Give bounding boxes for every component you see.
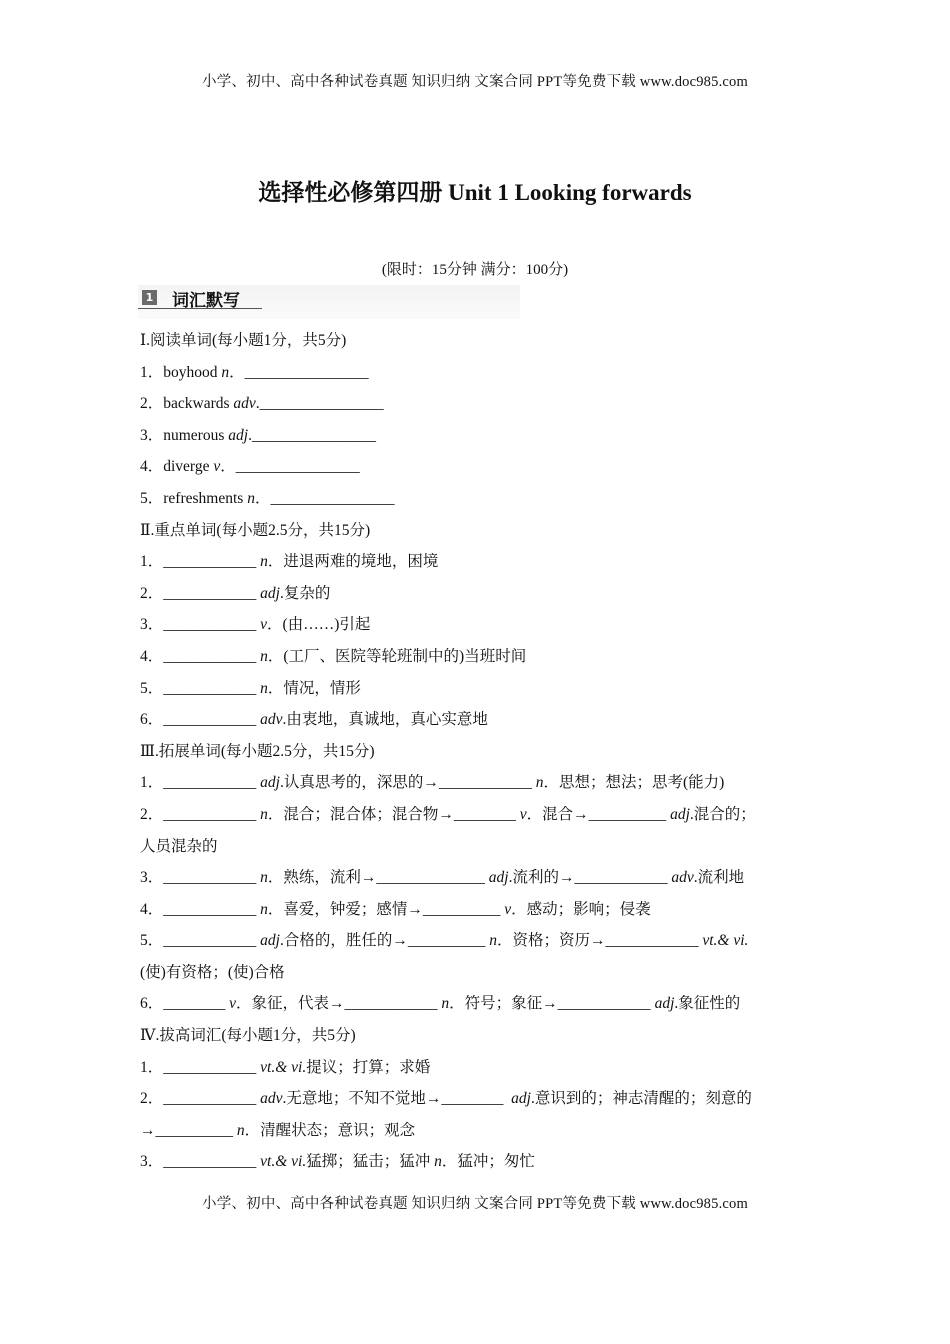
line-text: .________________ [248,426,376,444]
part-of-speech: adj [260,932,280,950]
section-banner [138,285,520,319]
exercise-line [140,362,820,394]
part-of-speech: n [247,489,255,507]
line-text: ．混合；混合体；混合物→________ [267,805,520,823]
part-of-speech: vt.& vi. [260,1058,307,1076]
part-of-speech: adv [260,711,283,729]
line-text: 2．____________ [140,1090,261,1108]
exercise-body [140,330,820,1183]
section-number-icon: 1 [142,290,157,305]
exercise-line [140,709,820,741]
part-of-speech: adj [670,805,690,823]
line-text: ．感动；影响；侵袭 [511,900,651,918]
part-of-speech: n [489,932,497,950]
part-of-speech: n [535,774,544,792]
exercise-line [140,930,820,962]
line-text: .复杂的 [279,584,331,602]
part-of-speech: adj [488,869,509,887]
line-text: (使)有资格；(使)合格 [140,963,285,981]
section-label: 词汇默写 [172,291,240,311]
line-text: ．思想；想法；思考(能力) [543,774,725,792]
part-of-speech: v [260,616,268,634]
part-of-speech: adv [671,869,694,887]
exercise-line [140,772,820,804]
line-text: 人员混杂的 [140,837,218,855]
line-text: ．猛冲；匆忙 [441,1153,535,1171]
exercise-line [140,330,820,362]
part-of-speech: vt.& vi. [260,1153,307,1171]
exercise-line [140,1088,820,1120]
line-text: 3．____________ [140,616,261,634]
line-text: .无意地；不知不觉地→________ [282,1090,512,1108]
section-underline [138,308,262,309]
exercise-line [140,425,820,457]
part-of-speech: n [260,647,268,665]
line-text: .流利地 [693,869,745,887]
line-text: .________________ [255,395,384,413]
line-text: ．(由……)引起 [267,616,371,634]
part-of-speech: n [221,363,230,381]
line-text: ．混合→__________ [526,805,671,823]
line-text: .混合的； [689,805,756,823]
line-text: 2．____________ [140,584,261,602]
part-of-speech: adj [260,774,280,792]
part-of-speech: v [229,995,237,1013]
exercise-line [140,551,820,583]
part-of-speech: v [504,900,512,918]
line-text: Ⅱ.重点单词(每小题2.5分，共15分) [140,521,371,539]
line-text: Ⅰ.阅读单词(每小题1分，共5分) [140,332,347,349]
line-text: .认真思考的，深思的→____________ [279,774,536,792]
exercise-line [140,646,820,678]
page-header: 小学、初中、高中各种试卷真题 知识归纳 文案合同 PPT等免费下载 www.doc985.com [202,74,748,90]
line-text: 1．boyhood [140,363,222,381]
line-text: →__________ [140,1121,237,1139]
line-text: Ⅲ.拓展单词(每小题2.5分，共15分) [140,742,375,760]
line-text: .由衷地，真诚地，真心实意地 [282,711,488,729]
line-text: ．喜爱，钟爱；感情→__________ [267,900,505,918]
line-text: ．________________ [254,489,395,507]
exercise-line [140,488,820,520]
exercise-line [140,1057,820,1089]
part-of-speech: adv [233,395,256,413]
exercise-line [140,678,820,710]
line-text: 猛掷；猛击；猛冲 [306,1153,435,1171]
line-text: 3．____________ [140,869,261,887]
line-text: ．象征，代表→____________ [236,995,442,1013]
line-text: 1．____________ [140,774,261,792]
exercise-line [140,741,820,773]
line-text: .意识到的；神志清醒的；刻意的 [530,1090,752,1108]
part-of-speech: v [519,805,527,823]
line-text: ．(工厂、医院等轮班制中的)当班时间 [267,647,527,665]
part-of-speech: n [260,805,268,823]
line-text: 4．____________ [140,900,261,918]
line-text: ．________________ [220,458,360,476]
line-text: ．情况，情形 [267,679,361,697]
part-of-speech: adj [511,1090,531,1108]
line-text: 1．____________ [140,1058,261,1076]
exercise-line [140,962,820,994]
exercise-line [140,993,820,1025]
line-text: 3．numerous [140,426,229,444]
exercise-line [140,583,820,615]
line-text: 提议；打算；求婚 [306,1058,431,1076]
line-text: .流利的→____________ [508,869,672,887]
part-of-speech: adv [260,1090,283,1108]
line-text: 1．____________ [140,553,261,571]
exercise-line [140,456,820,488]
part-of-speech: v [213,458,221,476]
exercise-line [140,867,820,899]
exercise-line [140,836,820,868]
part-of-speech: adj [260,584,280,602]
line-text: 6．____________ [140,711,261,729]
line-text: 3．____________ [140,1153,261,1171]
exercise-line [140,804,820,836]
line-text: ．________________ [229,363,369,381]
line-text: .象征性的 [674,995,741,1013]
line-text: 5．____________ [140,679,261,697]
exercise-line [140,1120,820,1152]
part-of-speech: n [441,995,450,1013]
line-text: ．进退两难的境地，困境 [267,553,439,571]
line-text: .合格的，胜任的→__________ [279,932,490,950]
page-footer: 小学、初中、高中各种试卷真题 知识归纳 文案合同 PPT等免费下载 www.doc985.com [202,1196,748,1212]
line-text: ．熟练，流利→______________ [267,869,489,887]
part-of-speech: n [236,1121,245,1139]
part-of-speech: n [260,869,268,887]
part-of-speech: n [260,679,268,697]
time-limit: (限时：15分钟 满分：100分) [381,262,569,278]
exercise-line [140,1025,820,1057]
exercise-line [140,393,820,425]
page-title: 选择性必修第四册 Unit 1 Looking forwards [258,180,692,205]
part-of-speech: adj [654,995,675,1013]
exercise-line [140,1151,820,1183]
line-text: 4．diverge [140,458,214,476]
line-text: 2．____________ [140,805,261,823]
part-of-speech: n [260,553,268,571]
part-of-speech: n [434,1153,442,1171]
line-text: 6．________ [140,995,230,1013]
part-of-speech: vt.& vi. [702,932,749,950]
line-text: ．清醒状态；意识；观念 [244,1121,416,1139]
exercise-line [140,899,820,931]
line-text: ．资格；资历→____________ [496,932,703,950]
exercise-line [140,520,820,552]
line-text: 5．____________ [140,932,261,950]
exercise-line [140,614,820,646]
line-text: ．符号；象征→____________ [449,995,655,1013]
line-text: 4．____________ [140,647,261,665]
part-of-speech: adj [228,426,249,444]
line-text: 5．refreshments [140,489,248,507]
line-text: Ⅳ.拔高词汇(每小题1分，共5分) [140,1027,356,1045]
part-of-speech: n [260,900,268,918]
line-text: 2．backwards [140,395,234,413]
